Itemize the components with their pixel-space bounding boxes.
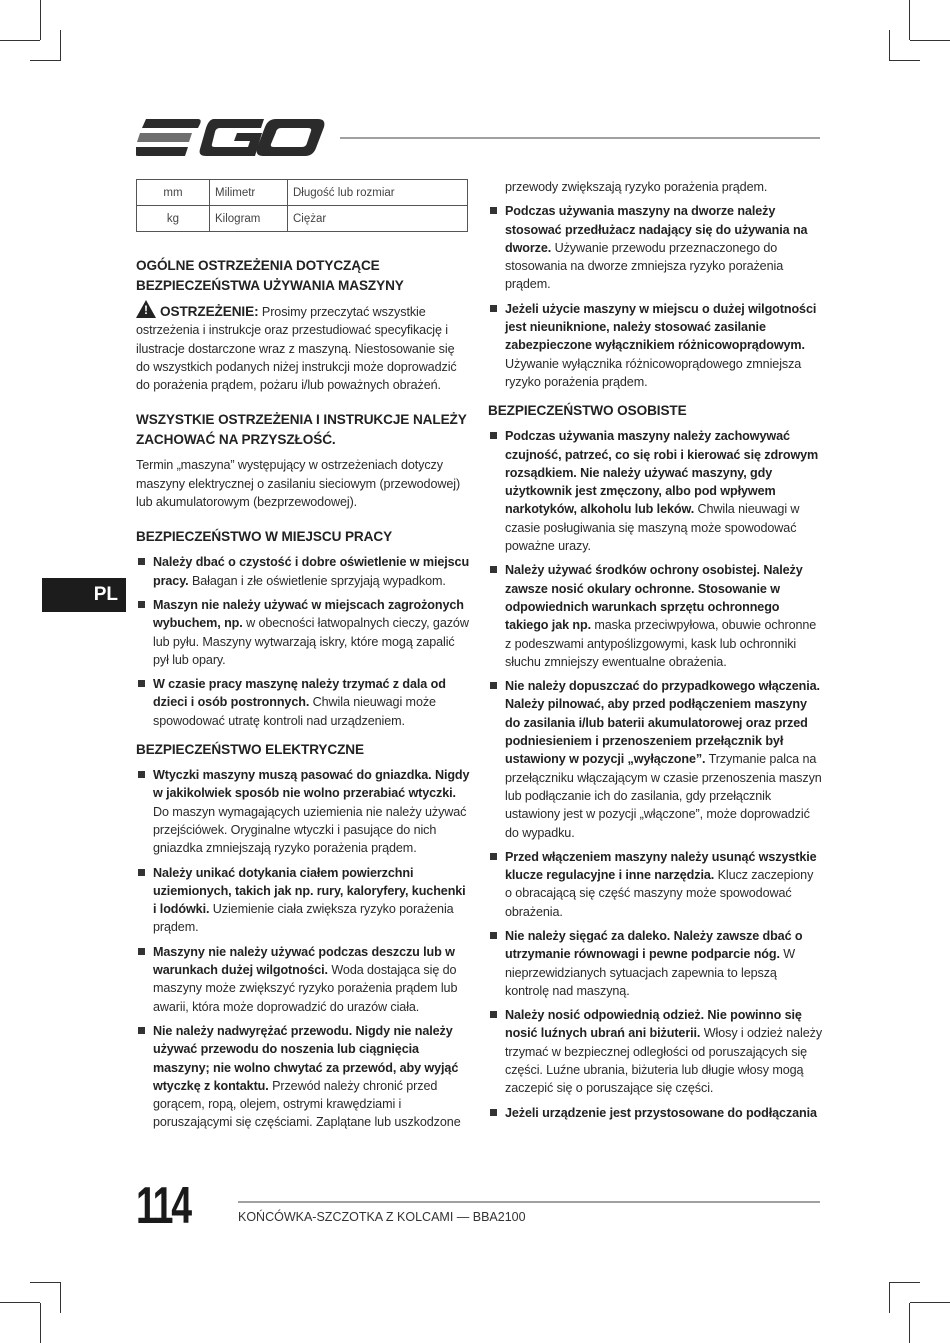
list-item bbox=[488, 202, 822, 293]
section-heading: OGÓLNE OSTRZEŻENIA DOTYCZĄCE BEZPIECZEŃSTWA UŻYWANIA MASZYNY bbox=[136, 258, 404, 293]
crop-mark bbox=[60, 1283, 61, 1313]
item-text: Do maszyn wymagających uziemienia nie należy używać przejściówek. Oryginalne wtyczki i pasujące do nich gniazdka zmniejszają ryzyko porażenia prądem. bbox=[153, 804, 467, 856]
list-item bbox=[136, 766, 470, 857]
item-text: Chwila nieuwagi w czasie posługiwania się maszyną może spowodować poważne urazy. bbox=[505, 502, 800, 554]
table-cell: Kilogram bbox=[210, 206, 288, 232]
item-bold: W czasie pracy maszynę należy trzymać z dala od dzieci i osób postronnych. bbox=[153, 677, 446, 710]
item-text: Przewód należy chronić przed gorącem, ropą, olejem, ostrymi krawędziami i poruszającymi się częściami. Zaplątane lub uszkodzone bbox=[153, 1078, 461, 1130]
crop-mark bbox=[30, 1282, 61, 1283]
header-rule bbox=[340, 137, 820, 139]
item-bold: Podczas używania maszyny na dworze należy stosować przedłużacz nadający się do używania na dworze. bbox=[505, 204, 808, 255]
item-text: Bałagan i złe oświetlenie sprzyjają wypadkom. bbox=[188, 573, 446, 588]
list-item bbox=[488, 427, 822, 555]
bullet-icon bbox=[490, 1011, 497, 1018]
item-bold: Jeżeli użycie maszyny w miejscu o dużej wilgotności jest nieuniknione, należy stosować zasilanie zabezpieczone wyłącznikiem różnicowoprądowym. bbox=[505, 301, 817, 353]
crop-mark bbox=[909, 0, 910, 40]
bullet-icon bbox=[138, 869, 145, 876]
list-item bbox=[488, 1104, 822, 1122]
crop-mark bbox=[0, 40, 40, 41]
crop-mark bbox=[60, 30, 61, 60]
list-item bbox=[136, 675, 470, 730]
item-bold: Maszyn nie należy używać w miejscach zagrożonych wybuchem, np. bbox=[153, 597, 464, 631]
crop-mark bbox=[40, 1303, 41, 1343]
item-bold: Nie należy sięgać za daleko. Należy zawsze dbać o utrzymanie równowagi i pewne podparcie nóg. bbox=[505, 928, 803, 962]
item-text: Uziemienie ciała zwiększa ryzyko porażenia prądem. bbox=[153, 902, 454, 935]
page-number: 114 bbox=[136, 1177, 190, 1235]
bullet-icon bbox=[138, 1027, 145, 1034]
bullet-icon bbox=[138, 948, 145, 955]
bullet-icon bbox=[138, 558, 145, 565]
table-row bbox=[137, 180, 468, 206]
bullet-icon bbox=[138, 680, 145, 687]
item-bold: Nie należy nadwyrężać przewodu. Nigdy nie należy używać przewodu do noszenia lub ciągnięcia maszyny; nie wolno chwytać za przewód, aby wyjąć wtyczkę z kontaktu. bbox=[153, 1023, 459, 1093]
item-bold: Podczas używania maszyny należy zachowywać czujność, patrzeć, co się robi i kierować się zdrowym rozsądkiem. Nie należy używać maszyny, gdy użytkownik jest zmęczony, albo pod wpływem narkotyków, alkoholu lub leków. bbox=[505, 429, 819, 517]
crop-mark bbox=[30, 60, 61, 61]
item-bold: Należy nosić odpowiednią odzież. Nie powinno się nosić luźnych ubrań ani biżuterii. bbox=[505, 1008, 802, 1041]
list-item bbox=[488, 1006, 822, 1097]
table-cell: Milimetr bbox=[210, 180, 288, 206]
item-bold: Należy unikać dotykania ciałem powierzchni uziemionych, takich jak np. rury, kaloryfery, kuchenki i lodówki. bbox=[153, 865, 466, 917]
item-text: Klucz zaczepiony o obracającą się część maszyny może spowodować obrażenia. bbox=[505, 868, 814, 919]
item-text: maska przeciwpyłowa, obuwie ochronne z podeszwami antypoślizgowymi, kask lub ochronniki słuchu zmniejszy ewentualne obrażenia. bbox=[505, 618, 817, 669]
footer-rule bbox=[238, 1201, 820, 1203]
bullet-icon bbox=[490, 305, 497, 312]
ego-logo bbox=[136, 114, 326, 162]
bullet-icon bbox=[138, 601, 145, 608]
section-heading: BEZPIECZEŃSTWO OSOBISTE bbox=[488, 403, 687, 419]
warning-paragraph bbox=[136, 300, 470, 394]
list-item bbox=[488, 927, 822, 1000]
crop-mark bbox=[889, 30, 890, 60]
list-item bbox=[136, 864, 470, 937]
item-text: Woda dostająca się do maszyny może zwiększyć ryzyko porażenia prądem lub awarii, która może doprowadzić do urazów ciała. bbox=[153, 963, 458, 1014]
crop-mark bbox=[889, 1283, 890, 1313]
table-cell: mm bbox=[137, 180, 210, 206]
item-text: Chwila nieuwagi może spowodować utratę kontroli nad urządzeniem. bbox=[153, 695, 436, 728]
table-row bbox=[137, 206, 468, 232]
section-heading: BEZPIECZEŃSTWO W MIEJSCU PRACY bbox=[136, 529, 393, 545]
list-item bbox=[136, 596, 470, 669]
bullet-icon bbox=[138, 771, 145, 778]
item-bold: Wtyczki maszyny muszą pasować do gniazdka. Nigdy w jakikolwiek sposób nie wolno przerabiać wtyczki. bbox=[153, 768, 470, 801]
warning-text: Prosimy przeczytać wszystkie ostrzeżenia i instrukcje oraz przestudiować specyfikację i ilustracje dostarczone wraz z maszyną. Niestosowanie się do wszystkich podanych niżej instrukcji może doprowadzić do porażenia prądem, pożaru i/lub poważnych obrażeń. bbox=[136, 305, 457, 393]
units-table bbox=[136, 179, 468, 232]
list-item bbox=[136, 943, 470, 1016]
list-item bbox=[488, 561, 822, 671]
item-text: w obecności łatwopalnych cieczy, gazów lub pyłu. Maszyny wytwarzają iskry, które mogą zapalić pył lub opary. bbox=[153, 616, 469, 667]
list-item bbox=[136, 1022, 470, 1132]
crop-mark bbox=[910, 1302, 950, 1303]
crop-mark bbox=[909, 1303, 910, 1343]
list-item bbox=[488, 300, 822, 391]
table-cell: Długość lub rozmiar bbox=[288, 180, 468, 206]
bullet-icon bbox=[490, 932, 497, 939]
item-text: Używanie wyłącznika różnicowoprądowego zmniejsza ryzyko porażenia prądem. bbox=[505, 356, 802, 389]
item-text: Trzymanie palca na przełączniku włączającym w czasie przenoszenia maszyn lub podłączanie ich do zasilania, gdy przełącznik ustawiony jest w pozycji „włączone”, może doprowadzić do wypadku. bbox=[505, 752, 822, 840]
continuation-text: przewody zwiększają ryzyko porażenia prądem. bbox=[505, 180, 768, 194]
crop-mark bbox=[889, 1282, 920, 1283]
item-bold: Nie należy dopuszczać do przypadkowego włączenia. Należy pilnować, aby przed podłączeniem maszyny do zasilania i/lub baterii akumulatorowej oraz przed podniesieniem i przenoszeniem przełącznik był ustawiony w pozycji „wyłączone”. bbox=[505, 679, 820, 767]
paragraph: Termin „maszyna” występujący w ostrzeżeniach dotyczy maszyny elektrycznej o zasilaniu sieciowym (przewodowej) lub akumulatorowym (bezprzewodowej). bbox=[136, 458, 461, 510]
list-item bbox=[136, 553, 470, 590]
warning-icon: ! bbox=[136, 300, 156, 318]
item-bold: Przed włączeniem maszyny należy usunąć wszystkie klucze regulacyjne i inne narzędzia. bbox=[505, 849, 817, 883]
item-bold: Należy dbać o czystość i dobre oświetlenie w miejscu pracy. bbox=[153, 555, 470, 588]
list-item bbox=[488, 848, 822, 921]
list-item bbox=[488, 677, 822, 842]
table-cell: kg bbox=[137, 206, 210, 232]
item-bold: Jeżeli urządzenie jest przystosowane do podłączania bbox=[505, 1105, 817, 1120]
item-text: Używanie przewodu przeznaczonego do stosowania na dworze zmniejsza ryzyko porażenia prądem. bbox=[505, 240, 784, 292]
bullet-icon bbox=[490, 432, 497, 439]
section-heading: WSZYSTKIE OSTRZEŻENIA I INSTRUKCJE NALEŻY ZACHOWAĆ NA PRZYSZŁOŚĆ. bbox=[136, 412, 467, 448]
bullet-icon bbox=[490, 1109, 497, 1116]
bullet-icon bbox=[490, 207, 497, 214]
warning-label: OSTRZEŻENIE: bbox=[160, 304, 259, 319]
table-cell: Ciężar bbox=[288, 206, 468, 232]
crop-mark bbox=[40, 0, 41, 40]
item-text: W nieprzewidzianych sytuacjach zapewnia to lepszą kontrolę nad maszyną. bbox=[505, 947, 796, 998]
crop-mark bbox=[889, 60, 920, 61]
right-column bbox=[488, 178, 822, 1122]
crop-mark bbox=[910, 40, 950, 41]
crop-mark bbox=[0, 1302, 40, 1303]
bullet-icon bbox=[490, 682, 497, 689]
item-bold: Maszyny nie należy używać podczas deszczu lub w warunkach dużej wilgotności. bbox=[153, 944, 455, 978]
language-tab: PL bbox=[42, 578, 126, 612]
bullet-icon bbox=[490, 566, 497, 573]
left-column bbox=[136, 256, 470, 1132]
item-text: Włosy i odzież należy trzymać w bezpiecznej odległości od poruszających się części. Luźne ubrania, biżuteria lub długie włosy mogą zaczepić się o poruszające się części. bbox=[505, 1026, 823, 1096]
section-heading: BEZPIECZEŃSTWO ELEKTRYCZNE bbox=[136, 742, 364, 758]
bullet-icon bbox=[490, 853, 497, 860]
document-title: KOŃCÓWKA-SZCZOTKA Z KOLCAMI — BBA2100 bbox=[238, 1210, 526, 1224]
item-bold: Należy używać środków ochrony osobistej. Należy zawsze nosić okulary ochronne. Stosowanie w odpowiednich warunkach sprzętu ochronnego takiego jak np. bbox=[505, 563, 803, 633]
